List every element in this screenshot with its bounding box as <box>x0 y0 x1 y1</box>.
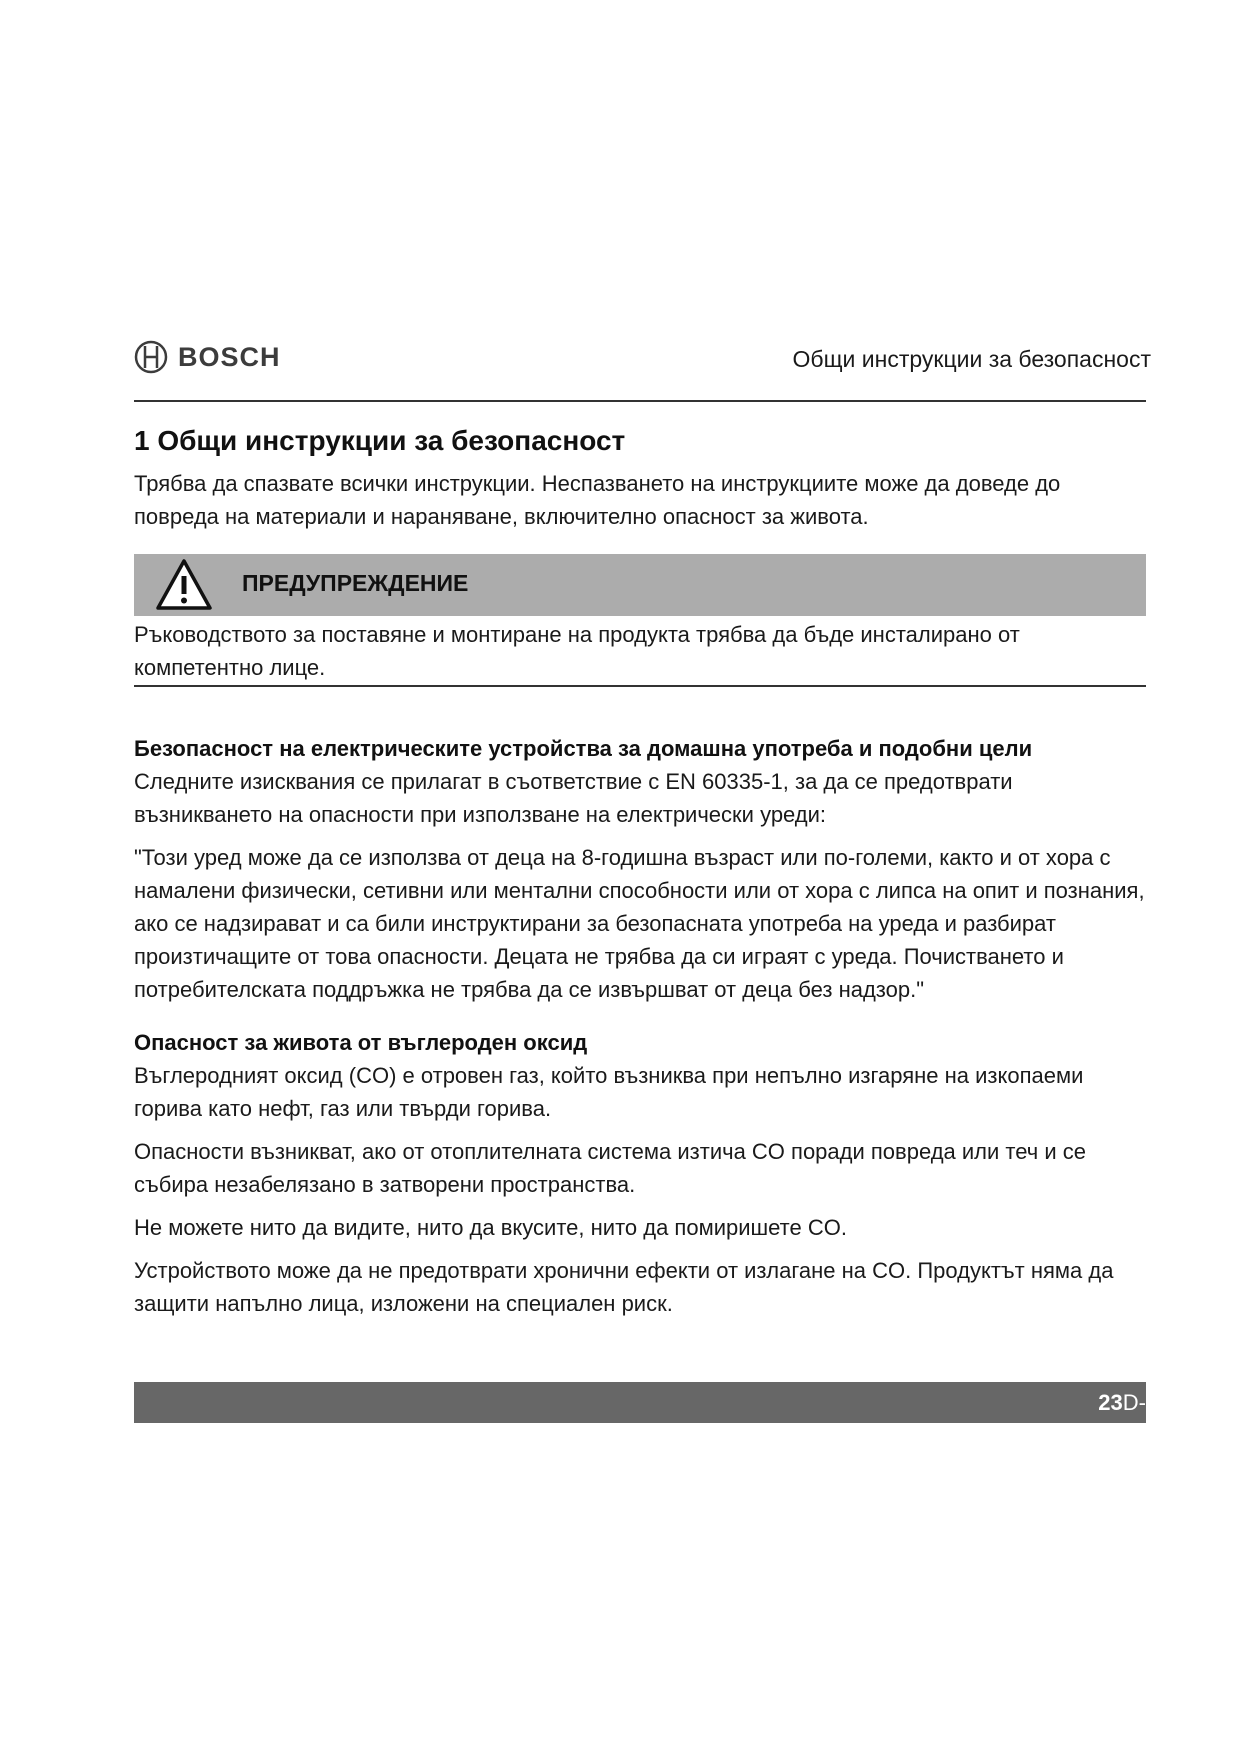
warning-label: ПРЕДУПРЕЖДЕНИЕ <box>242 570 469 596</box>
intro-paragraph: Трябва да спазвате всички инструкции. Неспазването на инструкциите може да доведе до повреда на материали и нараняване, включително опасност за живота. <box>134 471 1061 529</box>
page-number-value: 23 <box>1098 1390 1123 1415</box>
document-page <box>134 330 1151 1320</box>
co-paragraph: Въглеродният оксид (CO) е отровен газ, който възниква при непълно изгаряне на изкопаеми горива като нефт, газ или твърди горива. <box>134 1063 1084 1121</box>
page-footer-bar <box>134 1382 1146 1423</box>
running-header-title: Общи инструкции за безопасност <box>792 346 1151 372</box>
brand-name: BOSCH <box>178 341 281 372</box>
page-header <box>134 330 1151 390</box>
co-paragraph: Устройството може да не предотврати хронични ефекти от излагане на CO. Продуктът няма да защити напълно лица, изложени на специален риск. <box>134 1258 1114 1316</box>
co-paragraph: Не можете нито да видите, нито да вкусите, нито да помиришете CO. <box>134 1215 847 1240</box>
warning-triangle-icon <box>154 557 214 618</box>
electrical-safety-paragraph: Следните изисквания се прилагат в съответствие с EN 60335-1, за да се предотврати възникването на опасности при използване на електрически уреди: <box>134 769 1013 827</box>
bosch-armature-icon <box>134 340 168 374</box>
page-number-suffix: D- <box>1122 1390 1146 1415</box>
warning-divider <box>134 685 1146 687</box>
chapter-heading: 1 Общи инструкции за безопасност <box>134 425 626 456</box>
header-divider <box>134 400 1146 402</box>
electrical-safety-heading: Безопасност на електрическите устройства за домашна употреба и подобни цели <box>134 736 1033 761</box>
co-paragraph: Опасности възникват, ако от отоплителната система изтича CO поради повреда или теч и се събира незабелязано в затворени пространства. <box>134 1139 1086 1197</box>
bosch-logo <box>134 340 281 374</box>
warning-text: Ръководството за поставяне и монтиране на продукта трябва да бъде инсталирано от компетентно лице. <box>134 622 1020 680</box>
warning-banner <box>134 554 1146 616</box>
electrical-safety-quote: "Този уред може да се използва от деца на 8-годишна възраст или по-големи, както и от хора с намалени физически, сетивни или ментални способности или от хора с липса на опит и познания, ако се надзирават и са били инструктирани за безопасната употреба на уреда и разбират произтичащите от това опасности. Децата не трябва да си играят с уреда. Почистването и потребителската поддръжка не трябва да се извършват от деца без надзор." <box>134 845 1145 1002</box>
co-danger-heading: Опасност за живота от въглероден оксид <box>134 1030 588 1055</box>
page-number <box>1098 1390 1146 1416</box>
